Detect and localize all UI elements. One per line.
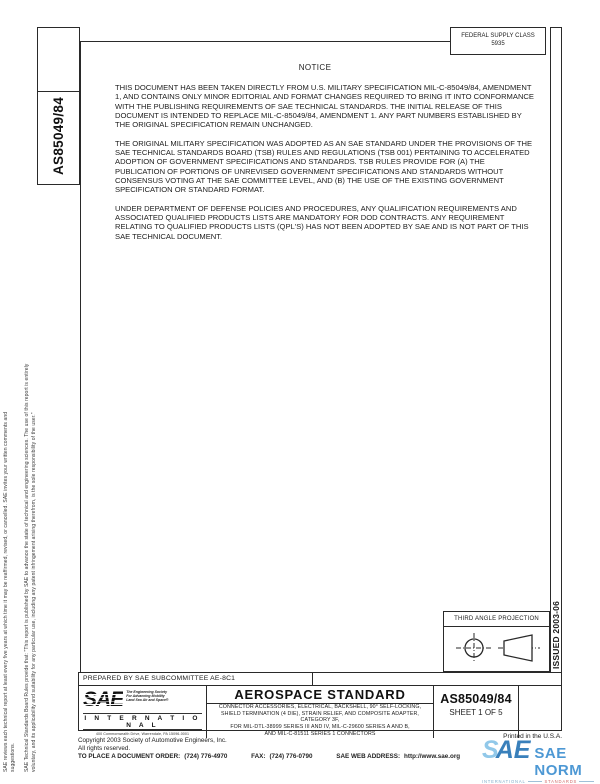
sae-international-label: I N T E R N A T I O N A L [84,714,201,729]
standard-type-heading: AEROSPACE STANDARD [207,686,433,704]
disclaimer-line: SAE Technical Standards Board Rules provide that: "This report is published by SAE to advance the state of technical and engineering sciences. The use of this report is entirely [24,363,30,772]
rights-line: All rights reserved. [78,744,131,752]
standard-subtitle [207,704,433,738]
title-block-row-prepared [79,673,561,686]
standard-title-cell [207,686,434,738]
federal-supply-class-box [450,27,546,55]
notice-body [115,83,535,250]
tagline-line: Land Sea Air and Space® [126,698,169,703]
issued-date-vertical: ISSUED 2003-06 [551,600,561,669]
watermark-international: INTERNATIONAL [482,779,526,784]
watermark-logo-ae: AE [495,736,531,764]
subtitle-line: CONNECTOR ACCESSORIES, ELECTRICAL, BACKSHELL, 90° SELF-LOCKING, [218,704,422,710]
sae-logo [83,688,202,712]
sae-norm-logo [482,738,596,779]
third-angle-projection-box [443,611,550,672]
printed-in-label: Printed in the U.S.A. [503,733,562,740]
watermark-rule-right [579,781,594,782]
empty-cell [519,686,561,738]
notice-heading: NOTICE [298,63,332,72]
sheet-info: SHEET 1 OF 5 [449,708,503,717]
document-number: AS85049/84 [440,692,512,706]
third-angle-projection-icon [444,627,548,670]
left-margin-disclaimer-review [3,256,16,772]
disclaimer-line: voluntary, and its applicability and suitability for any particular use, including any patent infringement arising therefrom, is the sole responsibility of the user." [30,412,37,772]
right-strip-right-rule [561,27,562,672]
left-border-rule [80,41,81,672]
web-label: SAE WEB ADDRESS: [336,753,401,761]
notice-paragraph: UNDER DEPARTMENT OF DEFENSE POLICIES AND PROCEDURES, ANY QUALIFICATION REQUIREMENTS AND ASSOCIATED QUALIFIED PRODUCTS LISTS ARE MANDATORY FOR DOD CONTRACTS. ANY REQUIREMENT RELATING TO QUALIFIED PRODUCTS LISTS (QPL'S) HAS NOT BEEN ADOPTED BY SAE AND IS NOT PART OF THIS SAE TECHNICAL DOCUMENT. [115,203,529,241]
order-phone: (724) 776-4970 [184,753,228,761]
watermark-logo-s: S [482,736,499,764]
fax-phone: (724) 776-0790 [269,753,313,761]
disclaimer-line: suggestions. [9,742,16,772]
copyright-line: Copyright 2003 Society of Automotive Engineers, Inc. [78,737,227,744]
sae-logo-word: SAE [83,688,124,711]
document-order-line [78,753,461,761]
watermark-subtitle-row [482,779,596,784]
web-url: http://www.sae.org [404,753,461,761]
fax-label: FAX: [251,753,266,761]
sae-address: 400 Commonwealth Drive, Warrendale, PA 15096-0001 [95,731,190,736]
subtitle-line: FOR MIL-DTL-38999 SERIES III AND IV, MIL-C-29600 SERIES A AND B, [230,724,410,731]
right-strip-left-rule [550,27,551,672]
disclaimer-line: SAE reviews each technical report at least every five years at which time it may be reaffirmed, revised, or cancelled. SAE invites your written comments and [3,411,9,772]
prepared-by-label: PREPARED BY SAE SUBCOMMITTEE AE-8C1 [79,673,313,685]
notice-paragraph: THE ORIGINAL MILITARY SPECIFICATION WAS ADOPTED AS AN SAE STANDARD UNDER THE PROVISIONS OF THE SAE TECHNICAL STANDARDS BOARD (TSB) RULES AND REGULATIONS (TSB 001) PERTAINING TO ACCELERATED ADOPTION OF GOVERNMENT SPECIFICATIONS AND STANDARDS. TSB RULES PROVIDE FOR (A) THE PUBLICATION OF PORTIONS OF UNREVISED GOVERNMENT SPECIFICATIONS AND STANDARDS WITHOUT CONSENSUS VOTING AT THE SAE COMMITTEE LEVEL, AND (B) THE USE OF THE EXISTING GOVERNMENT SPECIFICATION OR STANDARD FORMAT. [115,138,533,195]
watermark-standards: STANDARDS [544,779,578,784]
right-strip-top-cap [550,27,562,28]
left-margin-disclaimer-tsb [24,256,37,772]
tagline-line: The Engineering Society [126,690,168,694]
sae-logo-cell [79,686,207,738]
doc-number-vertical: AS85049/84 [51,96,66,176]
order-label: TO PLACE A DOCUMENT ORDER: [78,753,181,761]
watermark-rule-left [528,781,543,782]
sae-logo-tagline [126,690,168,703]
footer-copyright-block [78,737,461,761]
title-block-row-main [79,686,561,738]
document-number-cell [434,686,519,738]
fsc-label: FEDERAL SUPPLY CLASS [461,33,535,39]
tagline-line: For Advancing Mobility [126,694,165,699]
third-angle-projection-label: THIRD ANGLE PROJECTION [444,612,549,627]
watermark-title: SAE NORM [534,745,583,779]
top-border-rule [80,41,450,42]
subtitle-line: SHIELD TERMINATION (4 DIE), STRAIN RELIEF, AND COMPOSITE ADAPTER, CATEGORY 3F, [221,710,419,724]
fsc-value: 5935 [491,40,505,47]
subtitle-line: AND MIL-C-81511 SERIES 1 CONNECTORS [264,730,376,737]
sae-norm-watermark [482,738,596,784]
notice-paragraph: THIS DOCUMENT HAS BEEN TAKEN DIRECTLY FROM U.S. MILITARY SPECIFICATION MIL-C-85049/84, AMENDMENT 1, AND CONTAINS ONLY MINOR EDITORIAL AND FORMAT CHANGES REQUIRED TO BRING IT INTO CONFORMANCE WITH THE PUBLISHING REQUIREMENTS OF SAE TECHNICAL STANDARDS. THE INITIAL RELEASE OF THIS DOCUMENT IS INTENDED TO REPLACE MIL-C-85049/84, AMENDMENT 1. ANY PART NUMBERS ESTABLISHED BY THE ORIGINAL SPECIFICATION REMAIN UNCHANGED. [115,83,534,130]
